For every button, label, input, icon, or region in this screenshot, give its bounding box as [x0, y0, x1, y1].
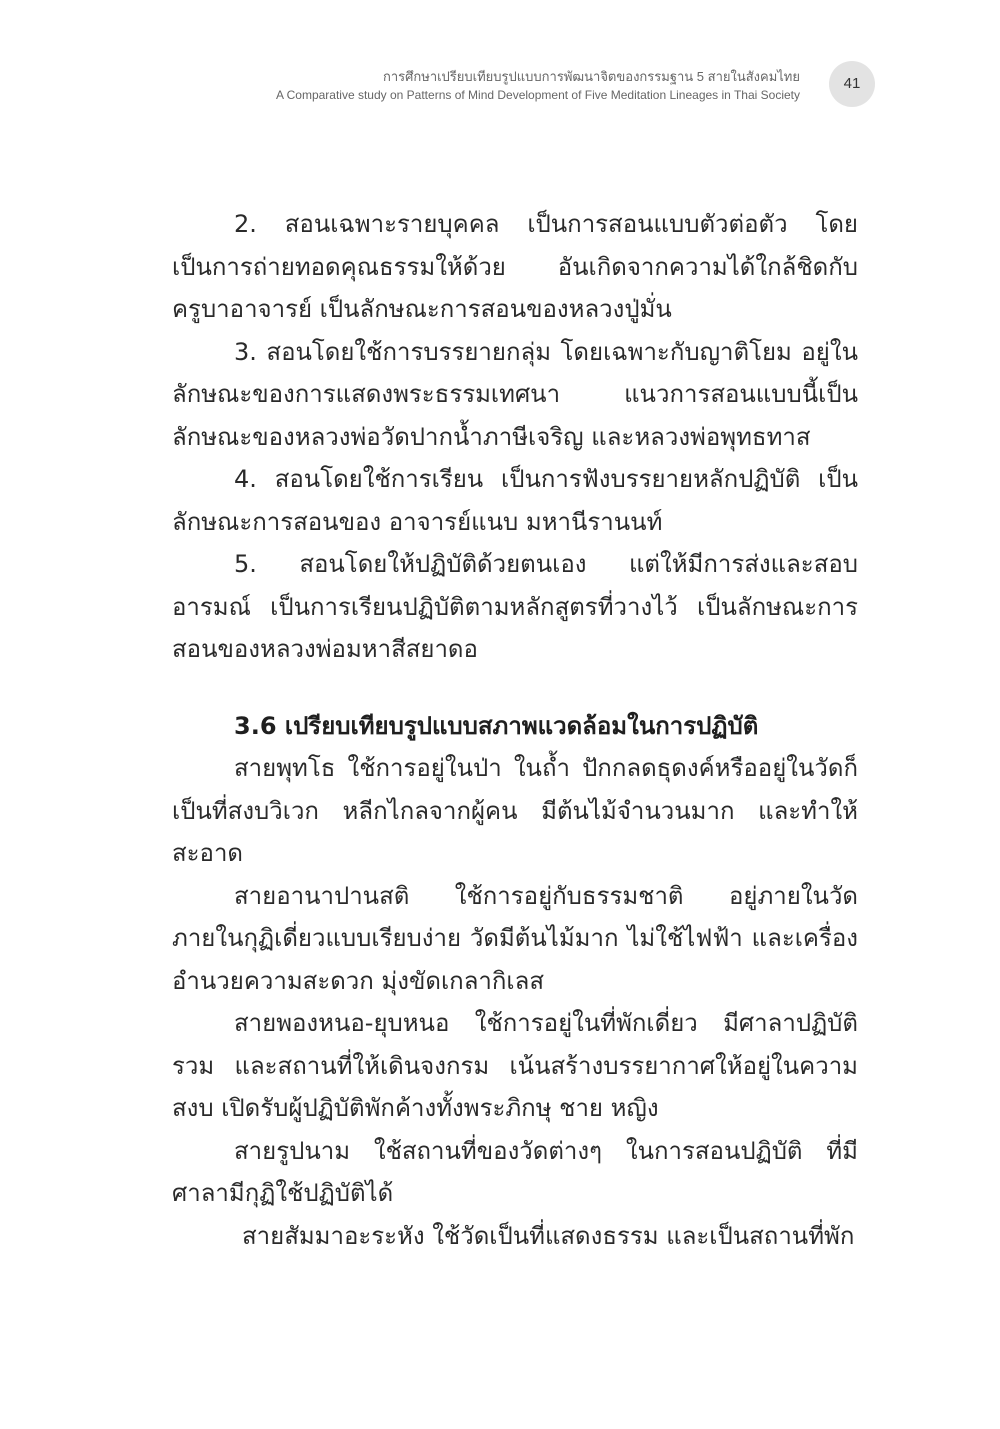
page-number-badge: 41 [829, 61, 875, 107]
header-title-thai: การศึกษาเปรียบเทียบรูปแบบการพัฒนาจิตของกรรมฐาน 5 สายในสังคมไทย [382, 69, 800, 84]
header-title-english: A Comparative study on Patterns of Mind Development of Five Meditation Lineages in Thai Society [275, 88, 800, 102]
paragraph-item-4: 4. สอนโดยใช้การเรียน เป็นการฟังบรรยายหลักปฏิบัติ เป็นลักษณะการสอนของ อาจารย์แนบ มหานีรานนท์ [172, 465, 858, 536]
running-header [200, 68, 800, 104]
paragraph-sammaarahang: สายสัมมาอะระหัง ใช้วัดเป็นที่แสดงธรรม และเป็นสถานที่พัก [242, 1221, 855, 1250]
paragraph-anapanasati: สายอานาปานสติ ใช้การอยู่กับธรรมชาติ อยู่ภายในวัด ภายในกุฏิเดี่ยวแบบเรียบง่าย วัดมีต้นไม้มาก ไม่ใช้ไฟฟ้า และเครื่องอำนวยความสะดวก มุ่งขัดเกลากิเลส [172, 881, 858, 995]
paragraph-item-3: 3. สอนโดยใช้การบรรยายกลุ่ม โดยเฉพาะกับญาติโยม อยู่ในลักษณะของการแสดงพระธรรมเทศนา แนวการสอนแบบนี้เป็นลักษณะของหลวงพ่อวัดปากน้ำภาษีเจริญ และหลวงพ่อพุทธทาส [172, 337, 858, 451]
page-body [172, 203, 858, 1257]
paragraph-buddho: สายพุทโธ ใช้การอยู่ในป่า ในถ้ำ ปักกลดธุดงค์หรืออยู่ในวัดก็เป็นที่สงบวิเวก หลีกไกลจากผู้คน มีต้นไม้จำนวนมาก และทำให้สะอาด [172, 754, 858, 867]
section-heading-3-6: 3.6 เปรียบเทียบรูปแบบสภาพแวดล้อมในการปฏิบัติ [234, 711, 759, 740]
paragraph-item-5: 5. สอนโดยให้ปฏิบัติด้วยตนเอง แต่ให้มีการส่งและสอบอารมณ์ เป็นการเรียนปฏิบัติตามหลักสูตรที่วางไว้ เป็นลักษณะการสอนของหลวงพ่อมหาสีสยาดอ [172, 550, 858, 663]
paragraph-item-2: 2. สอนเฉพาะรายบุคคล เป็นการสอนแบบตัวต่อตัว โดยเป็นการถ่ายทอดคุณธรรมให้ด้วย อันเกิดจากความได้ใกล้ชิดกับครูบาอาจารย์ เป็นลักษณะการสอนของหลวงปู่มั่น [172, 210, 858, 323]
paragraph-phong-yub: สายพองหนอ-ยุบหนอ ใช้การอยู่ในที่พักเดี่ยว มีศาลาปฏิบัติรวม และสถานที่ให้เดินจงกรม เน้นสร้างบรรยากาศให้อยู่ในความสงบ เปิดรับผู้ปฏิบัติพักค้างทั้งพระภิกษุ ชาย หญิง [172, 1009, 858, 1122]
paragraph-rupnam: สายรูปนาม ใช้สถานที่ของวัดต่างๆ ในการสอนปฏิบัติ ที่มีศาลามีกุฏิใช้ปฏิบัติได้ [172, 1136, 858, 1207]
